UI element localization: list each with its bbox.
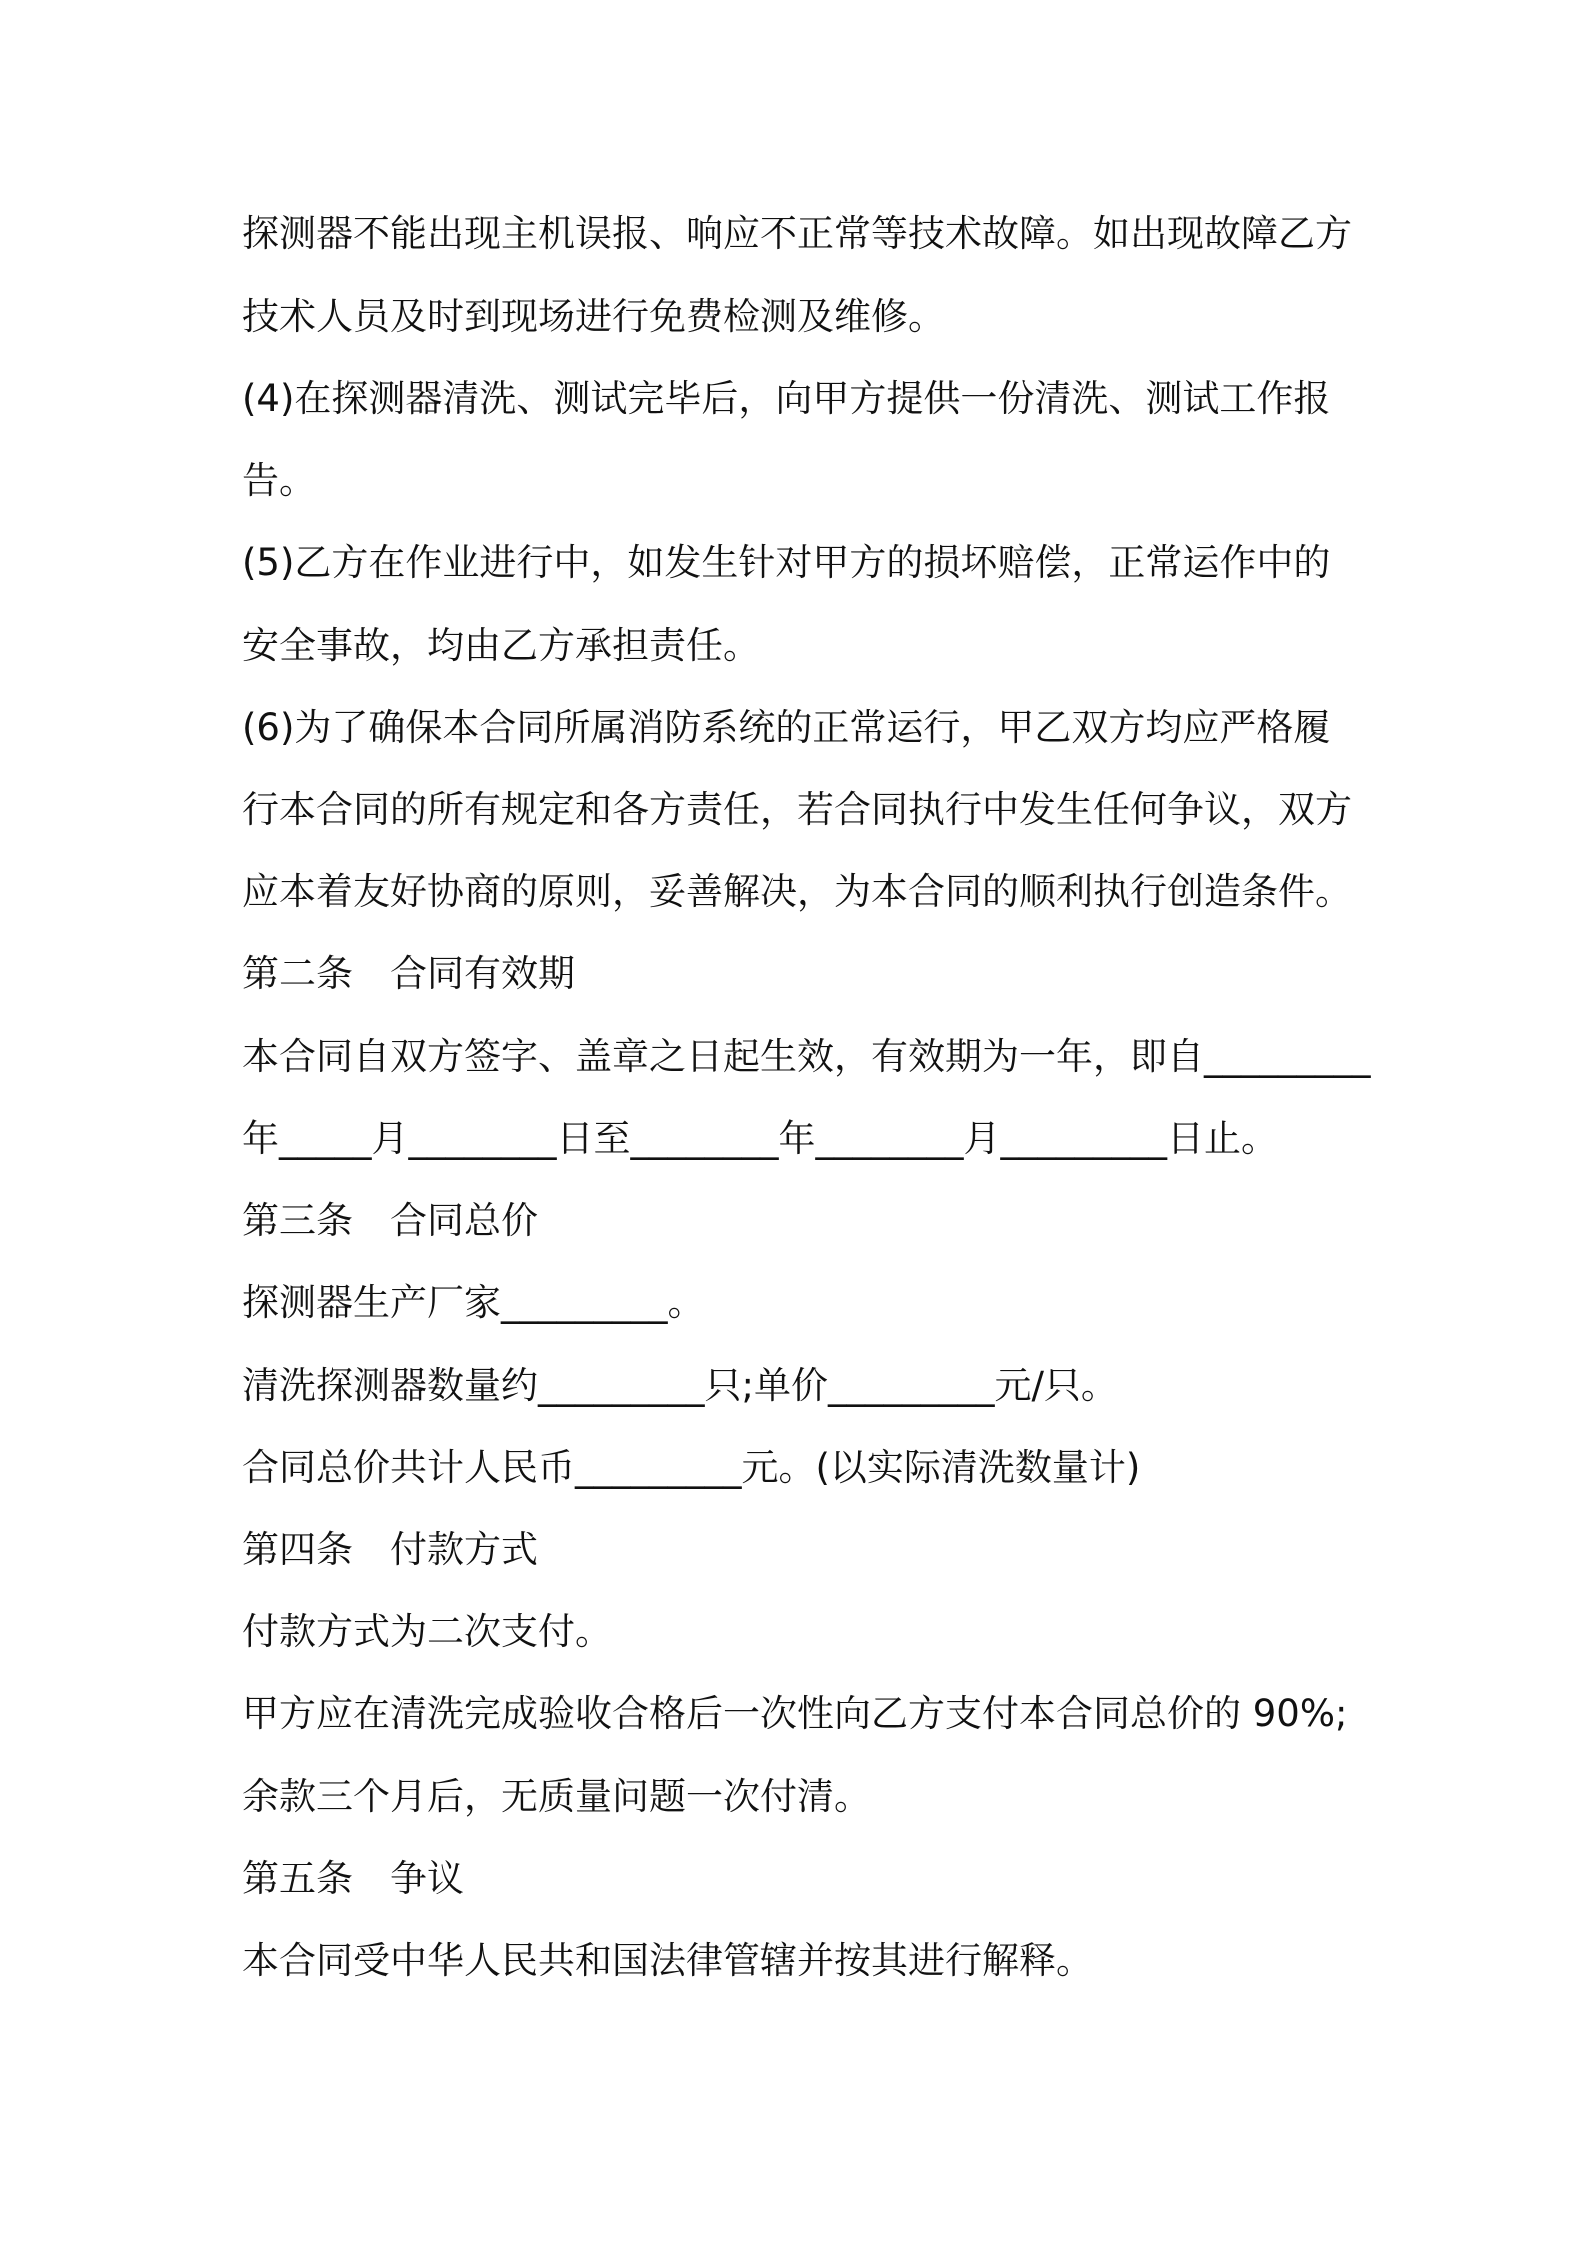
article-2-heading: 第二条 合同有效期	[242, 952, 575, 995]
paragraph-line: 告。	[242, 459, 316, 502]
paragraph-line: 探测器不能出现主机误报、响应不正常等技术故障。如出现故障乙方	[242, 212, 1352, 255]
payment-method-line: 付款方式为二次支付。	[242, 1610, 612, 1653]
total-price-line: 合同总价共计人民币_________元。(以实际清洗数量计)	[242, 1446, 1141, 1489]
clause-5-line: (5)乙方在作业进行中，如发生针对甲方的损坏赔偿，正常运作中的	[242, 541, 1331, 584]
paragraph-line: 行本合同的所有规定和各方责任，若合同执行中发生任何争议，双方	[242, 788, 1352, 831]
paragraph-line: 应本着友好协商的原则，妥善解决，为本合同的顺利执行创造条件。	[242, 870, 1352, 913]
paragraph-line: 安全事故，均由乙方承担责任。	[242, 624, 760, 667]
clause-6-line: (6)为了确保本合同所属消防系统的正常运行，甲乙双方均应严格履	[242, 706, 1331, 749]
quantity-price-line: 清洗探测器数量约_________只;单价_________元/只。	[242, 1364, 1118, 1407]
validity-date-line: 年_____月________日至________年________月_________日止。	[242, 1117, 1278, 1160]
governing-law-line: 本合同受中华人民共和国法律管辖并按其进行解释。	[242, 1939, 1093, 1982]
article-5-heading: 第五条 争议	[242, 1857, 464, 1900]
payment-terms-line: 甲方应在清洗完成验收合格后一次性向乙方支付本合同总价的 90%;	[242, 1692, 1348, 1735]
manufacturer-line: 探测器生产厂家_________。	[242, 1281, 705, 1324]
payment-terms-line: 余款三个月后，无质量问题一次付清。	[242, 1775, 871, 1818]
paragraph-line: 技术人员及时到现场进行免费检测及维修。	[242, 295, 945, 338]
article-3-heading: 第三条 合同总价	[242, 1199, 538, 1242]
article-4-heading: 第四条 付款方式	[242, 1528, 538, 1571]
validity-line: 本合同自双方签字、盖章之日起生效，有效期为一年，即自_________	[242, 1035, 1371, 1078]
clause-4-line: (4)在探测器清洗、测试完毕后，向甲方提供一份清洗、测试工作报	[242, 377, 1331, 420]
